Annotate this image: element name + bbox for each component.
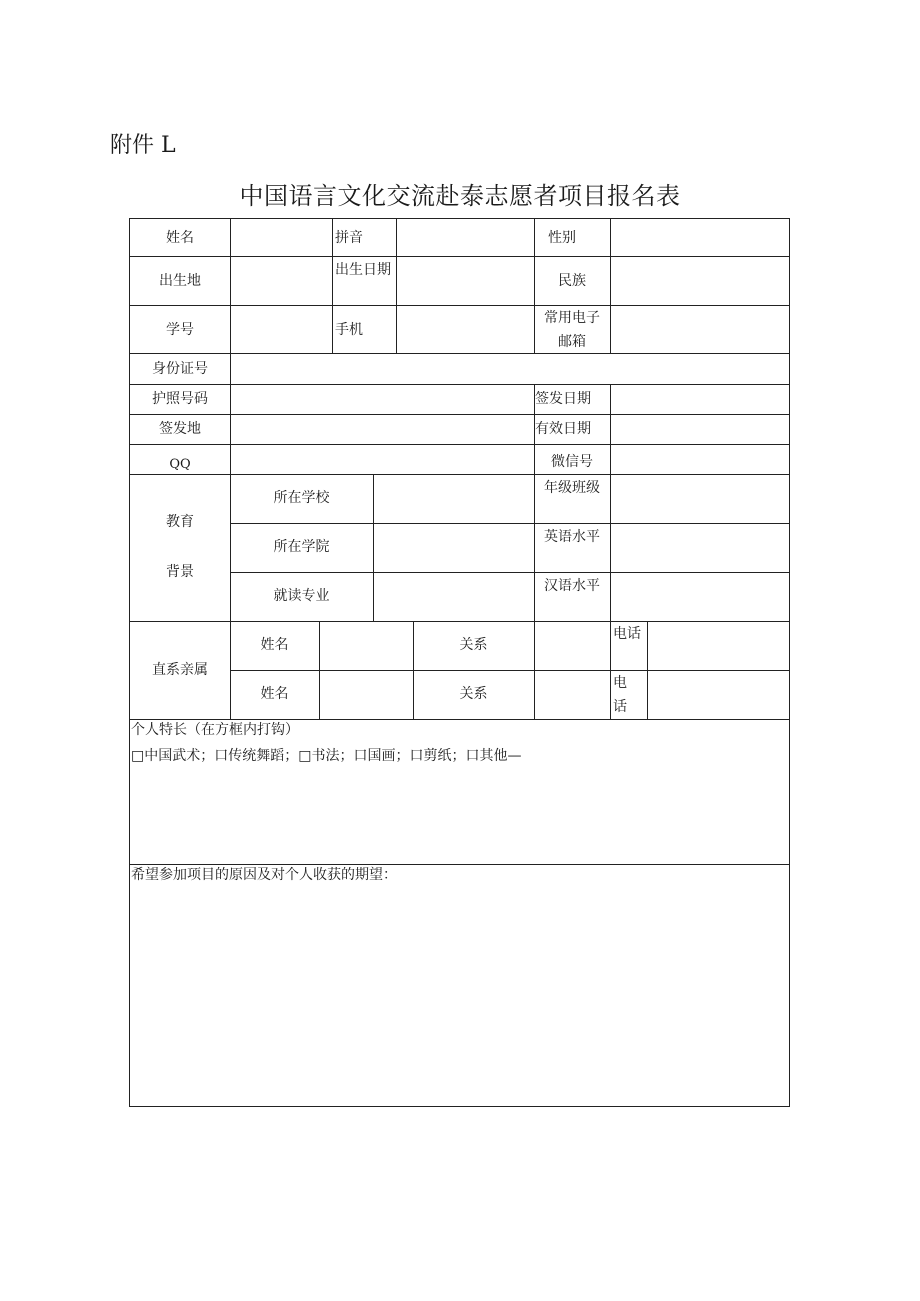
issue-place-input[interactable] <box>231 415 533 443</box>
ethnicity-input[interactable] <box>611 257 789 304</box>
relative-name-1-input[interactable] <box>320 622 412 669</box>
label-id-card: 身份证号 <box>152 361 208 377</box>
label-relation-2: 关系 <box>459 686 488 702</box>
grade-class-input[interactable] <box>611 475 789 522</box>
relative-name-2-input[interactable] <box>320 671 412 718</box>
label-valid-date: 有效日期 <box>535 421 591 437</box>
label-issue-date: 签发日期 <box>535 391 591 407</box>
label-passport-no: 护照号码 <box>152 391 208 407</box>
wechat-input[interactable] <box>611 445 789 473</box>
birthplace-input[interactable] <box>231 257 331 304</box>
specialty-options[interactable]: □中国武术；口传统舞蹈；□书法；口国画；口剪纸；口其他— <box>131 748 522 764</box>
motivation-heading: 希望参加项目的原因及对个人收获的期望： <box>131 867 397 883</box>
specialty-heading: 个人特长（在方框内打钩） <box>131 722 299 738</box>
label-chinese-level: 汉语水平 <box>544 578 600 594</box>
label-college: 所在学院 <box>273 539 330 555</box>
valid-date-input[interactable] <box>611 415 789 443</box>
label-phone-1: 电话 <box>613 626 641 642</box>
label-birthdate: 出生日期 <box>335 262 391 278</box>
birthdate-input[interactable] <box>397 257 533 304</box>
form-title: 中国语言文化交流赴泰志愿者项目报名表 <box>239 182 681 210</box>
label-grade-class: 年级班级 <box>544 480 600 496</box>
col-divider <box>610 621 611 719</box>
label-name: 姓名 <box>166 230 194 246</box>
name-input[interactable] <box>231 220 331 255</box>
student-id-input[interactable] <box>231 306 331 352</box>
email-input[interactable] <box>611 306 789 352</box>
label-education-line1: 教育 <box>166 514 194 530</box>
phone-1-input[interactable] <box>648 622 789 669</box>
label-qq: QQ <box>169 457 191 472</box>
label-education-line2: 背景 <box>166 564 194 580</box>
chinese-level-input[interactable] <box>611 573 789 620</box>
mobile-input[interactable] <box>397 306 533 352</box>
label-phone-2-line1: 电 <box>613 675 627 691</box>
id-card-input[interactable] <box>231 354 789 383</box>
label-email-line1: 常用电子 <box>544 310 600 326</box>
attachment-label: 附件 L <box>110 133 176 158</box>
label-relatives: 直系亲属 <box>152 662 208 678</box>
label-school: 所在学校 <box>273 490 330 506</box>
label-phone-2-line2: 话 <box>613 699 627 715</box>
label-relative-name-2: 姓名 <box>260 686 289 702</box>
label-pinyin: 拼音 <box>335 230 363 246</box>
school-input[interactable] <box>374 475 533 522</box>
passport-no-input[interactable] <box>231 385 533 413</box>
qq-input[interactable] <box>231 445 533 473</box>
label-ethnicity: 民族 <box>558 273 586 289</box>
major-input[interactable] <box>374 573 533 620</box>
label-student-id: 学号 <box>166 322 194 338</box>
label-wechat: 微信号 <box>551 454 593 470</box>
label-gender: 性别 <box>548 230 576 246</box>
motivation-textarea[interactable] <box>131 889 789 1106</box>
relation-2-input[interactable] <box>535 671 609 718</box>
english-level-input[interactable] <box>611 524 789 571</box>
phone-2-input[interactable] <box>648 671 789 718</box>
relation-1-input[interactable] <box>535 622 609 669</box>
specialty-area[interactable] <box>131 771 789 863</box>
label-major: 就读专业 <box>273 588 330 604</box>
registration-form-table <box>129 218 790 1107</box>
label-relation-1: 关系 <box>459 637 488 653</box>
col-divider <box>332 219 333 353</box>
issue-date-input[interactable] <box>611 385 789 413</box>
college-input[interactable] <box>374 524 533 571</box>
pinyin-input[interactable] <box>397 220 533 255</box>
gender-input[interactable] <box>611 220 789 255</box>
label-mobile: 手机 <box>335 322 363 338</box>
label-relative-name-1: 姓名 <box>260 637 289 653</box>
label-email-line2: 邮箱 <box>558 334 586 350</box>
label-issue-place: 签发地 <box>159 421 201 437</box>
label-english-level: 英语水平 <box>544 529 600 545</box>
label-birthplace: 出生地 <box>159 273 201 289</box>
